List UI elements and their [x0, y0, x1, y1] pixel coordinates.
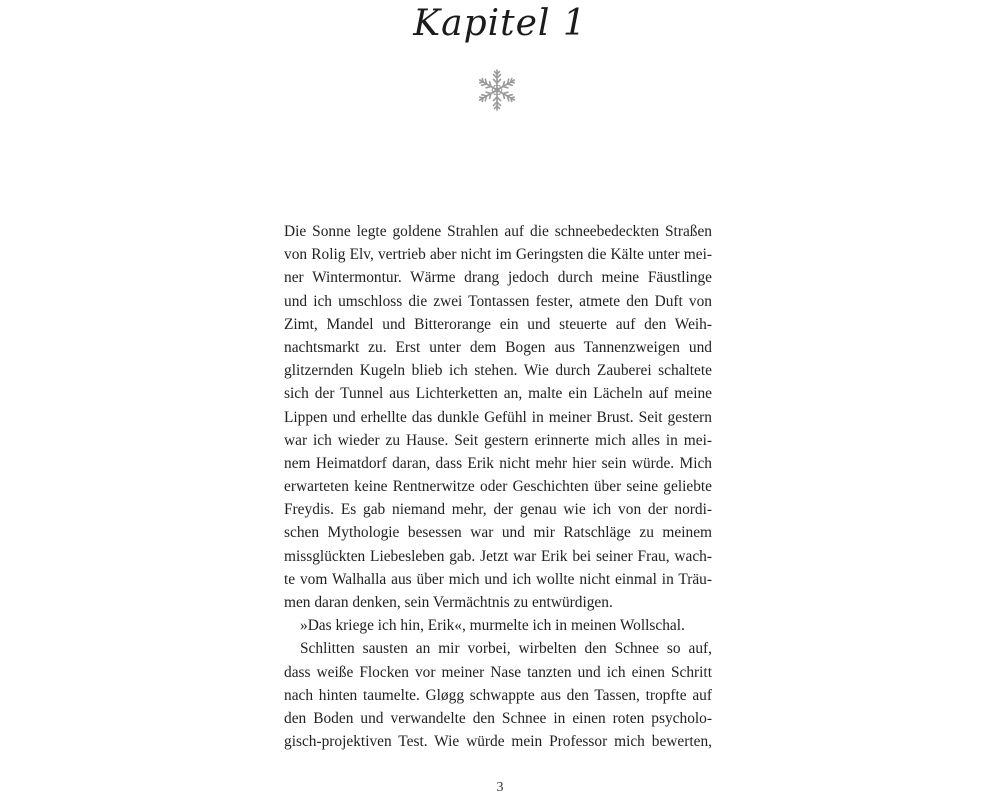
chapter-body-text — [284, 220, 712, 753]
text-line: und ich umschloss die zwei Tontassen fester, atmete den Duft von — [284, 292, 712, 310]
text-line: schen Mythologie besessen war und mir Ratschläge zu meinem — [284, 524, 712, 542]
chapter-title: Kapitel 1 — [413, 3, 587, 44]
text-line: Lippen und erhellte das dunkle Gefühl in meiner Brust. Seit gestern — [284, 408, 712, 426]
text-line: glitzernden Kugeln blieb ich stehen. Wie durch Zauberei schaltete — [284, 362, 712, 380]
paragraph-2 — [284, 614, 712, 637]
snowflake-icon — [475, 68, 519, 112]
text-line: Freydis. Es gab niemand mehr, der genau wie ich von der nordi- — [284, 501, 712, 519]
text-line: den Boden und verwandelte den Schnee in einen roten psycholo- — [284, 709, 712, 727]
text-line: erwarteten keine Rentnerwitze oder Geschichten über seine geliebte — [284, 478, 712, 496]
text-line: te vom Walhalla aus über mich und ich wollte nicht einmal in Träu- — [284, 570, 712, 588]
text-line: war ich wieder zu Hause. Seit gestern erinnerte mich alles in mei- — [284, 431, 712, 449]
text-line: ner Wintermontur. Wärme drang jedoch durch meine Fäustlinge — [284, 269, 712, 287]
text-line: nach hinten taumelte. Gløgg schwappte aus den Tassen, tropfte auf — [284, 686, 712, 704]
text-line: men daran denken, sein Vermächtnis zu entwürdigen. — [284, 594, 613, 611]
page-number: 3 — [496, 780, 504, 795]
text-line: gisch-projektiven Test. Wie würde mein Professor mich bewerten, — [284, 733, 712, 751]
text-line: von Rolig Elv, vertrieb aber nicht im Geringsten die Kälte unter mei- — [284, 246, 712, 264]
text-line: dass weiße Flocken vor meiner Nase tanzten und ich einen Schritt — [284, 663, 712, 681]
paragraph-3 — [284, 637, 712, 753]
text-line: Zimt, Mandel und Bitterorange ein und steuerte auf den Weih- — [284, 315, 712, 333]
text-line: »Das kriege ich hin, Erik«, murmelte ich in meinen Wollschal. — [300, 617, 685, 635]
text-line: nem Heimatdorf daran, dass Erik nicht mehr hier sein würde. Mich — [284, 454, 712, 472]
text-line: missglückten Liebesleben gab. Jetzt war Erik bei seiner Frau, wach- — [284, 547, 712, 565]
paragraph-1 — [284, 220, 712, 614]
text-line: sich der Tunnel aus Lichterketten an, malte ein Lächeln auf meine — [284, 385, 712, 403]
text-line: nachtsmarkt zu. Erst unter dem Bogen aus Tannenzweigen und — [284, 338, 712, 356]
text-line: Die Sonne legte goldene Strahlen auf die schneebedeckten Straßen — [284, 223, 712, 240]
text-line: Schlitten sausten an mir vorbei, wirbelten den Schnee so auf, — [300, 640, 712, 658]
